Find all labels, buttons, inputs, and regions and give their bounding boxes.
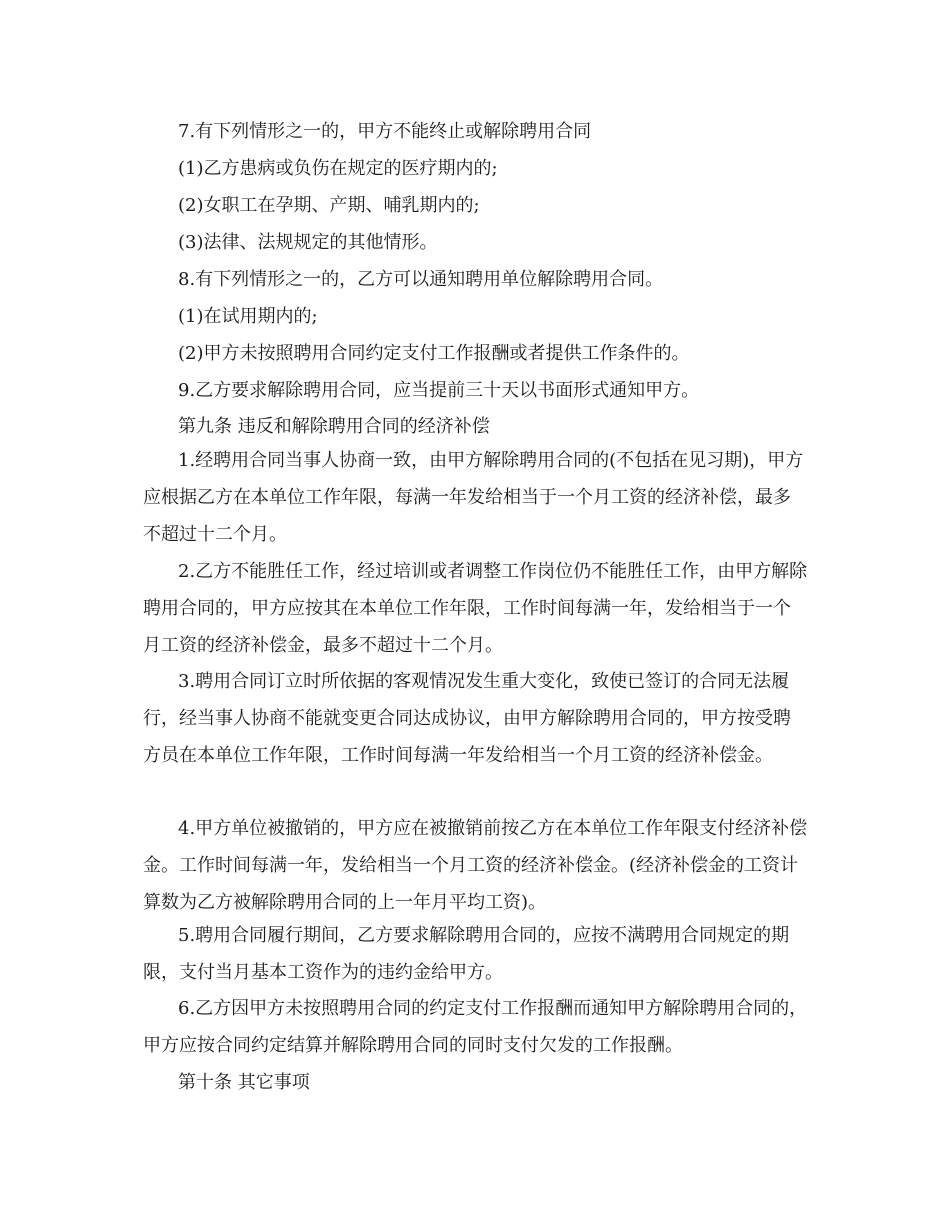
article-9-item-6: 6.乙方因甲方未按照聘用合同的约定支付工作报酬而通知甲方解除聘用合同的，甲方应按合同约定结算并解除聘用合同的同时支付欠发的工作报酬。 xyxy=(143,998,808,1056)
article-9-title: 第九条 违反和解除聘用合同的经济补偿 xyxy=(178,416,490,437)
clause-7-item-1: (1)乙方患病或负伤在规定的医疗期内的; xyxy=(178,158,498,179)
clause-7-item-2: (2)女职工在孕期、产期、哺乳期内的; xyxy=(178,195,480,216)
article-10-title: 第十条 其它事项 xyxy=(178,1072,310,1093)
article-9-item-5: 5.聘用合同履行期间，乙方要求解除聘用合同的，应按不满聘用合同规定的期限，支付当月基本工资作为的违约金给甲方。 xyxy=(143,925,790,983)
article-9-item-2: 2.乙方不能胜任工作，经过培训或者调整工作岗位仍不能胜任工作，由甲方解除聘用合同的，甲方应按其在本单位工作年限，工作时间每满一年，发给相当于一个月工资的经济补偿金，最多不超过十二个月。 xyxy=(143,561,808,656)
clause-8-item-1: (1)在试用期内的; xyxy=(178,306,318,327)
clause-8-item-2: (2)甲方未按照聘用合同约定支付工作报酬或者提供工作条件的。 xyxy=(178,343,690,364)
clause-7-heading: 7.有下列情形之一的，甲方不能终止或解除聘用合同 xyxy=(178,121,592,142)
clause-7-item-3: (3)法律、法规规定的其他情形。 xyxy=(178,232,438,253)
article-9-item-3: 3.聘用合同订立时所依据的客观情况发生重大变化，致使已签订的合同无法履行，经当事人协商不能就变更合同达成协议，由甲方解除聘用合同的，甲方按受聘方员在本单位工作年限，工作时间每满一年发给相当一个月工资的经济补偿金。 xyxy=(143,671,791,766)
clause-9: 9.乙方要求解除聘用合同，应当提前三十天以书面形式通知甲方。 xyxy=(178,380,700,401)
clause-8-heading: 8.有下列情形之一的，乙方可以通知聘用单位解除聘用合同。 xyxy=(178,269,664,290)
article-9-item-4: 4.甲方单位被撤销的，甲方应在被撤销前按乙方在本单位工作年限支付经济补偿金。工作时间每满一年，发给相当一个月工资的经济补偿金。(经济补偿金的工资计算数为乙方被解除聘用合同的上一年月平均工资)。 xyxy=(143,818,808,913)
article-9-item-1: 1.经聘用合同当事人协商一致，由甲方解除聘用合同的(不包括在见习期)，甲方应根据乙方在本单位工作年限，每满一年发给相当于一个月工资的经济补偿，最多不超过十二个月。 xyxy=(143,450,804,545)
